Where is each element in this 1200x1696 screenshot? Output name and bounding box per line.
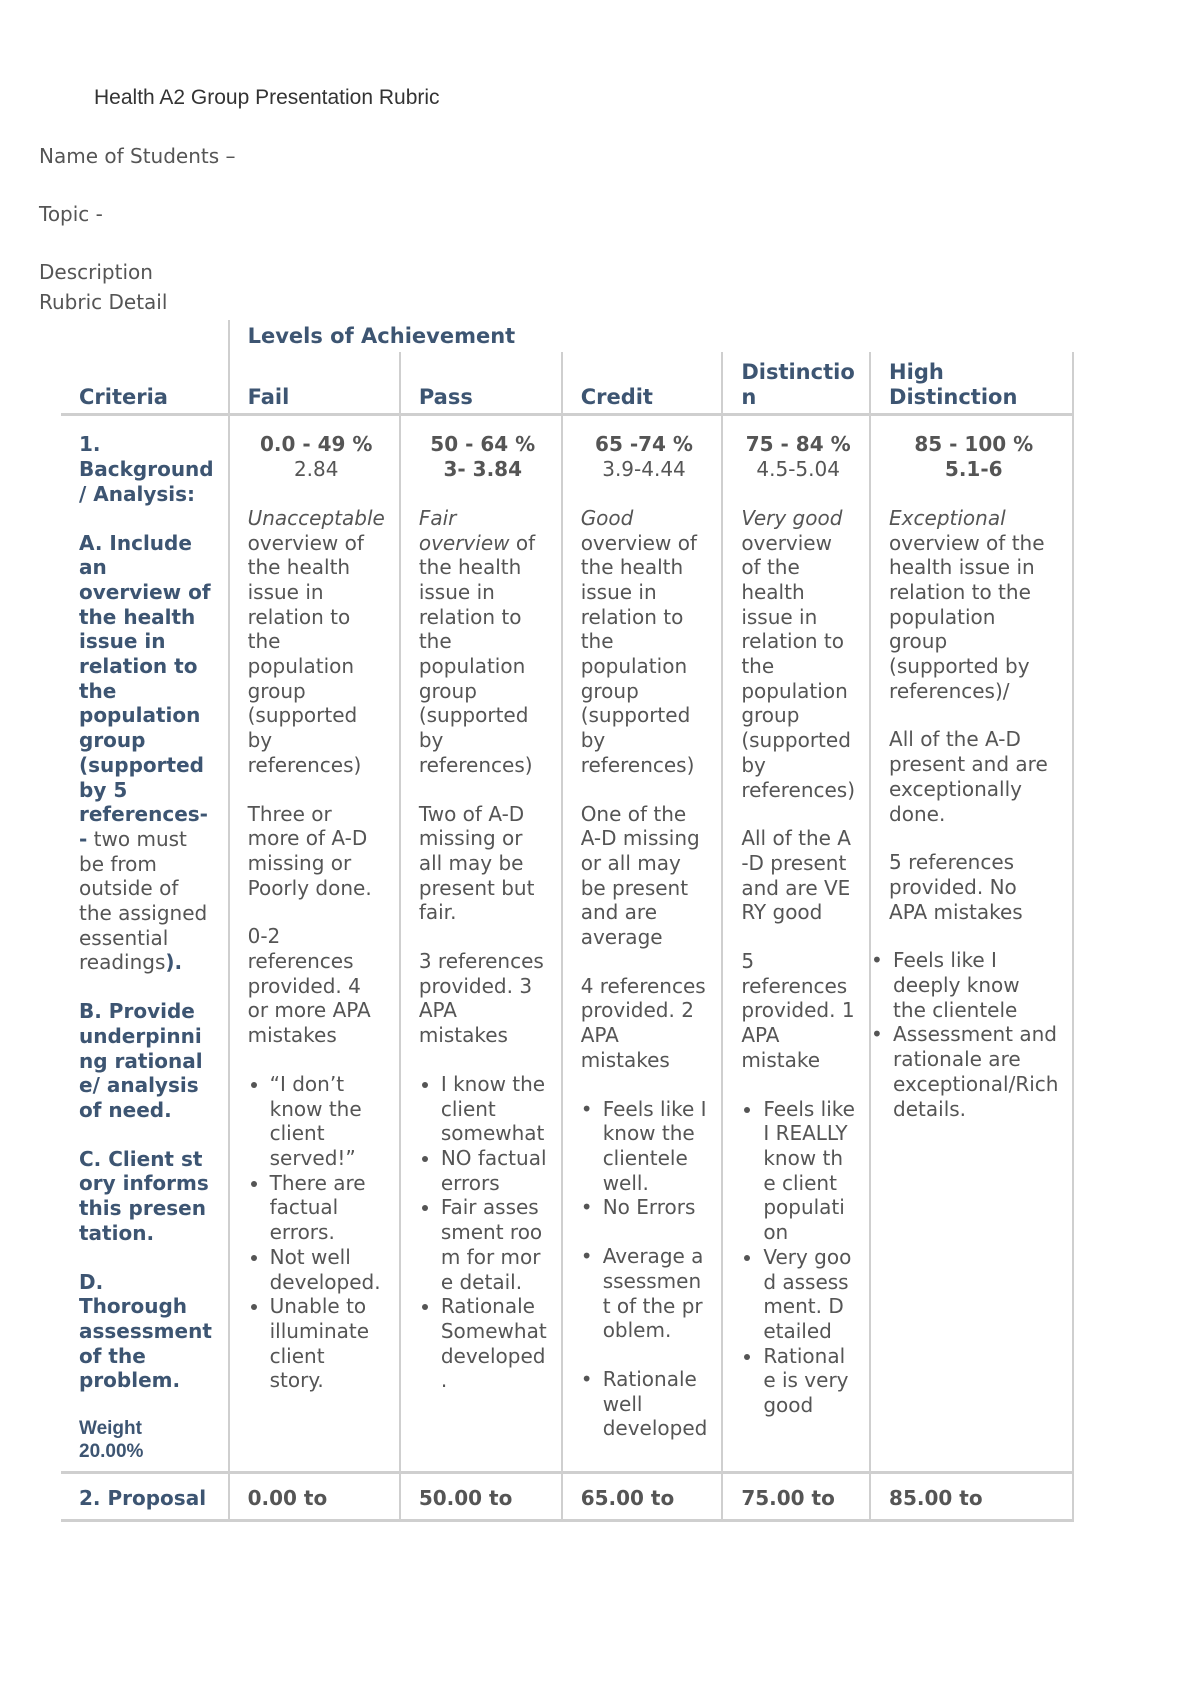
list-item: • There are factual errors. bbox=[270, 1171, 385, 1245]
document-title: Health A2 Group Presentation Rubric bbox=[94, 86, 440, 109]
pass-percent-range: 50 - 64 % bbox=[430, 432, 536, 457]
fail-overview: overview of the health issue in relation to the population group (supported by references) bbox=[247, 530, 364, 777]
criterion-d: D. Thorough assessment of the problem. bbox=[79, 1269, 212, 1393]
list-item: • NO factual errors bbox=[441, 1146, 547, 1195]
levels-of-achievement-heading: Levels of Achievement bbox=[229, 320, 1074, 352]
distinction-lead: Very good bbox=[741, 505, 843, 530]
list-item: • Rationale Somewhat developed . bbox=[441, 1294, 547, 1393]
fail-bullet-list bbox=[248, 1072, 385, 1393]
list-item: • Fair assessment room for more detail. bbox=[441, 1195, 547, 1294]
fail-header: Fail bbox=[229, 352, 400, 415]
pass-overview: of the health issue in relation to the population group (supported by references) bbox=[418, 530, 536, 777]
pass-score: 3- 3.84 bbox=[443, 457, 523, 482]
list-item: • Unable to illuminate client story. bbox=[270, 1294, 385, 1393]
credit-score: 3.9-4.44 bbox=[602, 457, 686, 482]
pass-range-cell: 50.00 to bbox=[400, 1473, 562, 1521]
distinction-range-cell: 75.00 to bbox=[722, 1473, 870, 1521]
criterion-a-end: ). bbox=[165, 950, 183, 975]
fail-cell bbox=[229, 415, 400, 1473]
table-row bbox=[61, 415, 1073, 1473]
credit-bullet-list bbox=[581, 1097, 708, 1441]
pass-lead: Fair overview bbox=[418, 505, 510, 555]
table-row bbox=[61, 1473, 1073, 1521]
name-of-students-label: Name of Students – bbox=[39, 144, 236, 168]
high-distinction-header: High Distinction bbox=[870, 352, 1073, 415]
fail-score: 2.84 bbox=[293, 457, 339, 482]
credit-header: Credit bbox=[562, 352, 723, 415]
pass-bullet-list bbox=[419, 1072, 547, 1393]
high-distinction-lead: Exceptional bbox=[889, 505, 1006, 530]
weight-label: Weight bbox=[79, 1418, 142, 1440]
fail-references-text: 0-2 references provided. 4 or more APA mistakes bbox=[247, 924, 371, 1048]
topic-label: Topic - bbox=[39, 202, 103, 226]
criteria-header: Criteria bbox=[61, 352, 229, 415]
criterion-b: B. Provide underpinning rationale/ analysis of need. bbox=[79, 999, 203, 1122]
pass-cell bbox=[400, 415, 562, 1473]
distinction-score: 4.5-5.04 bbox=[756, 457, 840, 482]
high-distinction-missing-text: All of the A-D present and are exceptionally done. bbox=[889, 727, 1048, 826]
list-item: • Feels like I know the clientele well. bbox=[581, 1097, 708, 1196]
list-item: • Average assessment of the problem. bbox=[581, 1244, 708, 1343]
criteria-cell: 2. Proposal bbox=[61, 1473, 229, 1521]
distinction-missing-text: All of the A-D present and are VERY good bbox=[741, 826, 851, 925]
high-distinction-percent-range: 85 - 100 % bbox=[914, 432, 1034, 457]
description-label: Description bbox=[39, 260, 153, 284]
high-distinction-bullet-list bbox=[871, 948, 1058, 1121]
fail-missing-text: Three or more of A-D missing or Poorly done. bbox=[247, 801, 372, 900]
rubric-table bbox=[61, 320, 1074, 1522]
high-distinction-score: 5.1-6 bbox=[944, 457, 1003, 482]
fail-lead: Unacceptable bbox=[247, 505, 385, 530]
list-item: • Very good assessment. Detailed bbox=[763, 1245, 855, 1344]
pass-missing-text: Two of A-D missing or all may be present but fair. bbox=[418, 801, 535, 925]
high-distinction-references-text: 5 references provided. No APA mistakes bbox=[889, 850, 1023, 924]
credit-references-text: 4 references provided. 2 APA mistakes bbox=[580, 973, 706, 1072]
rubric-detail-label: Rubric Detail bbox=[39, 290, 168, 314]
list-item: • Not well developed. bbox=[270, 1245, 385, 1294]
distinction-percent-range: 75 - 84 % bbox=[745, 432, 851, 457]
list-item: • Feels like I REALLY know the client population bbox=[763, 1097, 855, 1245]
list-item: • Rationale well developed bbox=[581, 1367, 708, 1441]
criteria-cell bbox=[61, 415, 229, 1473]
distinction-overview: overview of the health issue in relation to the population group (supported by references) bbox=[741, 530, 856, 802]
list-item: • Assessment and rationale are exceptional/Rich details. bbox=[871, 1022, 1058, 1121]
credit-overview: overview of the health issue in relation to the population group (supported by references) bbox=[580, 530, 697, 777]
list-item: • No Errors bbox=[581, 1195, 708, 1220]
credit-percent-range: 65 -74 % bbox=[595, 432, 693, 457]
fail-range-cell: 0.00 to bbox=[229, 1473, 400, 1521]
criterion-c: C. Client story informs this presentation. bbox=[79, 1146, 209, 1245]
credit-lead: Good bbox=[580, 505, 634, 530]
criterion-a: A. Include an overview of the health issue in relation to the population group (supported by 5 references-- bbox=[79, 530, 211, 851]
high-distinction-range-cell: 85.00 to bbox=[870, 1473, 1073, 1521]
criterion-a-detail: two must be from outside of the assigned essential readings bbox=[79, 826, 208, 975]
list-item: • I know the client somewhat bbox=[441, 1072, 547, 1146]
distinction-references-text: 5 references provided. 1 APA mistake bbox=[741, 949, 855, 1072]
list-item: • Feels like I deeply know the clientele bbox=[871, 948, 1058, 1022]
pass-references-text: 3 references provided. 3 APA mistakes bbox=[418, 949, 544, 1048]
credit-missing-text: One of the A-D missing or all may be present and are average bbox=[580, 801, 700, 950]
list-item: • “I don’t know the client served!” bbox=[270, 1072, 385, 1171]
credit-range-cell: 65.00 to bbox=[562, 1473, 723, 1521]
high-distinction-overview: overview of the health issue in relation to the population group (supported by references)/ bbox=[889, 530, 1045, 703]
fail-percent-range: 0.0 - 49 % bbox=[259, 432, 373, 457]
pass-header: Pass bbox=[400, 352, 562, 415]
distinction-bullet-list bbox=[741, 1097, 855, 1418]
high-distinction-cell bbox=[870, 415, 1073, 1473]
credit-cell bbox=[562, 415, 723, 1473]
distinction-header: Distinction bbox=[722, 352, 870, 415]
list-item: • Rationale is very good bbox=[763, 1344, 855, 1418]
distinction-cell bbox=[722, 415, 870, 1473]
weight-value: 20.00% bbox=[79, 1441, 144, 1463]
criterion-title: 1. Background / Analysis: bbox=[79, 432, 214, 506]
